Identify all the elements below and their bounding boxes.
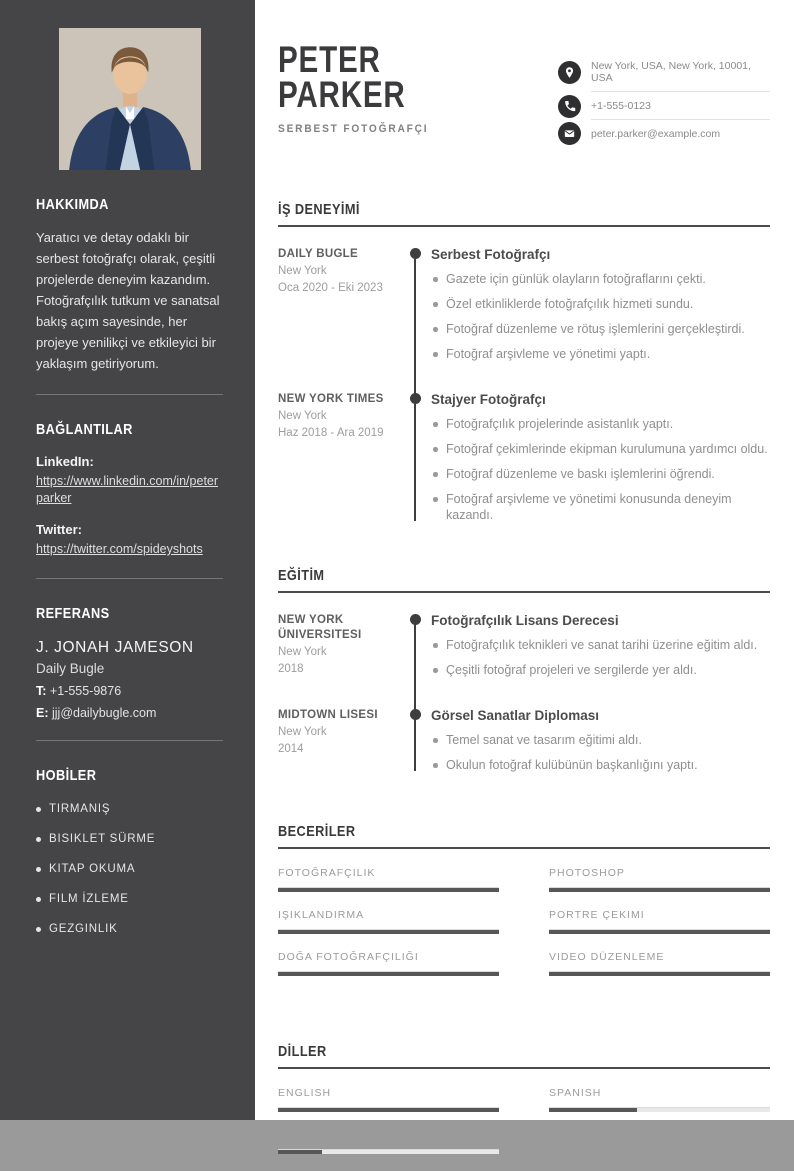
skill-bar-fill [549, 972, 770, 976]
school-location: New York [278, 726, 327, 738]
skill-bar-track [278, 929, 499, 934]
reference-phone [36, 684, 223, 698]
languages-section [278, 1043, 770, 1171]
hobby-item: BISIKLET SÜRME [36, 833, 223, 845]
skill-item [278, 909, 499, 934]
company-name: NEW YORK TIMES [278, 393, 384, 405]
job-title: SERBEST FOTOĞRAFÇI [278, 123, 429, 135]
bullet-item: Fotoğraf arşivleme ve yönetimi konusunda deneyim kazandı. [431, 491, 770, 523]
skill-bar-fill [278, 972, 499, 976]
skill-item [549, 951, 770, 976]
experience-entry [278, 372, 770, 533]
contact-location-text: New York, USA, New York, 10001, USA [591, 52, 770, 92]
bullet-item: Fotoğraf çekimlerinde ekipman kurulumuna yardımcı oldu. [431, 441, 770, 457]
bullet-item: Gazete için günlük olayların fotoğraflarını çekti. [431, 271, 770, 287]
skill-label: FOTOĞRAFÇILIK [278, 867, 376, 879]
language-label: ENGLISH [278, 1087, 332, 1099]
education-heading: EĞİTİM [278, 567, 325, 584]
contact-row-location [558, 52, 770, 92]
entry-meta [278, 613, 415, 678]
email-prefix: E: [36, 706, 49, 720]
experience-entry [278, 227, 770, 372]
profile-photo [59, 28, 201, 170]
hobbies-section [36, 767, 223, 935]
hobby-item: KITAP OKUMA [36, 863, 223, 875]
linkedin-url-link[interactable]: https://www.linkedin.com/in/peterparker [36, 474, 219, 505]
entry-detail [415, 247, 770, 362]
entry-detail [415, 708, 770, 773]
company-name: DAILY BUGLE [278, 248, 358, 260]
bullet-item: Özel etkinliklerde fotoğrafçılık hizmeti sundu. [431, 296, 770, 312]
sidebar [0, 0, 255, 1120]
graduation-year: 2014 [278, 743, 304, 755]
link-item-linkedin [36, 454, 223, 507]
about-section [36, 196, 223, 374]
skill-bar-fill [549, 888, 770, 892]
about-text: Yaratıcı ve detay odaklı bir serbest fotoğrafçı olarak, çeşitli projelerde deneyim kazandım. Fotoğrafçılık tutkum ve sanatsal bakış açım sayesinde, her projeye yenilikçi ve etkileyici bir yaklaşım getiriyorum. [36, 230, 220, 371]
hobby-item: FILM İZLEME [36, 893, 223, 905]
skill-bar-track [549, 929, 770, 934]
graduation-year: 2018 [278, 663, 304, 675]
bullet-item: Temel sanat ve tasarım eğitimi aldı. [431, 732, 770, 748]
phone-value: +1-555-9876 [49, 684, 122, 698]
section-rule [278, 1067, 770, 1069]
role-title: Stajyer Fotoğrafçı [431, 392, 546, 407]
entry-meta [278, 708, 415, 773]
bullet-item: Çeşitli fotoğraf projeleri ve sergilerde yer aldı. [431, 662, 770, 678]
phone-icon [558, 95, 581, 118]
header [278, 39, 770, 147]
link-item-twitter [36, 522, 223, 558]
degree-bullets [431, 732, 770, 773]
bullet-item: Okulun fotoğraf kulübünün başkanlığını yaptı. [431, 757, 770, 773]
links-heading: BAĞLANTILAR [36, 421, 133, 438]
experience-timeline [278, 227, 770, 533]
language-bar-track [278, 1107, 499, 1112]
language-item [549, 1087, 770, 1112]
education-timeline [278, 593, 770, 783]
person-portrait-illustration [59, 28, 201, 170]
skill-bar-track [278, 971, 499, 976]
language-bar-track [278, 1149, 499, 1154]
contact-email-text: peter.parker@example.com [591, 128, 721, 140]
last-name: PARKER [278, 74, 406, 115]
skill-label: DOĞA FOTOĞRAFÇILIĞI [278, 951, 419, 963]
linkedin-label: LinkedIn: [36, 454, 94, 469]
contact-phone-text: +1-555-0123 [591, 92, 770, 120]
reference-name: J. JONAH JAMESON [36, 639, 194, 656]
contact-block [558, 52, 770, 147]
sidebar-divider [36, 578, 223, 579]
school-name: MIDTOWN LISESI [278, 709, 378, 721]
bullet-item: Fotoğraf arşivleme ve yönetimi yaptı. [431, 346, 770, 362]
language-label: SPANISH [549, 1087, 602, 1099]
degree-title: Görsel Sanatlar Diploması [431, 708, 600, 723]
sidebar-divider [36, 394, 223, 395]
bullet-item: Fotoğraf düzenleme ve rötuş işlemlerini gerçekleştirdi. [431, 321, 770, 337]
skill-label: IŞIKLANDIRMA [278, 909, 365, 921]
skill-bar-fill [278, 930, 499, 934]
experience-section [278, 201, 770, 533]
reference-company: Daily Bugle [36, 661, 105, 676]
skill-bar-fill [549, 930, 770, 934]
contact-row-email [558, 120, 770, 147]
degree-title: Fotoğrafçılık Lisans Derecesi [431, 613, 619, 628]
entry-detail [415, 392, 770, 523]
language-item [278, 1129, 499, 1154]
language-bar-fill [549, 1108, 637, 1112]
skill-item [278, 951, 499, 976]
twitter-label: Twitter: [36, 522, 82, 537]
about-heading: HAKKIMDA [36, 196, 109, 213]
role-bullets [431, 271, 770, 362]
contact-row-phone [558, 92, 770, 120]
education-entry [278, 688, 770, 783]
language-bar-fill [278, 1150, 322, 1154]
skill-label: VIDEO DÜZENLEME [549, 951, 665, 963]
email-icon [558, 122, 581, 145]
school-location: New York [278, 646, 327, 658]
skill-item [278, 867, 499, 892]
skill-label: PORTRE ÇEKIMI [549, 909, 645, 921]
skill-item [549, 867, 770, 892]
hobby-list [36, 803, 223, 935]
skill-label: PHOTOSHOP [549, 867, 625, 879]
bullet-item: Fotoğrafçılık teknikleri ve sanat tarihi üzerine eğitim aldı. [431, 637, 770, 653]
date-range: Haz 2018 - Ara 2019 [278, 427, 384, 439]
twitter-url-link[interactable]: https://twitter.com/spideyshots [36, 542, 203, 556]
school-name: NEW YORK ÜNIVERSITESI [278, 614, 362, 641]
bullet-item: Fotoğrafçılık projelerinde asistanlık yaptı. [431, 416, 770, 432]
skill-bar-fill [278, 888, 499, 892]
hobbies-heading: HOBİLER [36, 767, 97, 784]
language-bar-track [549, 1107, 770, 1112]
entry-meta [278, 247, 415, 362]
main-content [255, 0, 794, 1141]
education-section [278, 567, 770, 783]
role-title: Serbest Fotoğrafçı [431, 247, 551, 262]
skill-item [549, 909, 770, 934]
hobby-item: TIRMANIŞ [36, 803, 223, 815]
company-location: New York [278, 410, 327, 422]
reference-heading: REFERANS [36, 605, 110, 622]
bullet-item: Fotoğraf düzenleme ve baskı işlemlerini öğrendi. [431, 466, 770, 482]
entry-meta [278, 392, 415, 523]
date-range: Oca 2020 - Eki 2023 [278, 282, 383, 294]
name-block [278, 39, 442, 135]
skills-heading: BECERİLER [278, 823, 356, 840]
phone-prefix: T: [36, 684, 47, 698]
company-location: New York [278, 265, 327, 277]
reference-section [36, 605, 223, 720]
links-section [36, 421, 223, 558]
section-rule [278, 847, 770, 849]
languages-grid [278, 1087, 770, 1171]
experience-heading: İŞ DENEYİMİ [278, 201, 360, 218]
role-bullets [431, 416, 770, 523]
languages-heading: DİLLER [278, 1043, 327, 1060]
skill-bar-track [278, 887, 499, 892]
education-entry [278, 593, 770, 688]
sidebar-divider [36, 740, 223, 741]
entry-detail [415, 613, 770, 678]
skill-bar-track [549, 887, 770, 892]
skills-grid [278, 867, 770, 993]
language-label: FRENCH [278, 1129, 328, 1141]
language-item [278, 1087, 499, 1112]
location-icon [558, 61, 581, 84]
first-name: PETER [278, 39, 381, 80]
degree-bullets [431, 637, 770, 678]
language-bar-fill [278, 1108, 499, 1112]
hobby-item: GEZGINLIK [36, 923, 223, 935]
skills-section [278, 823, 770, 993]
reference-email [36, 706, 223, 720]
skill-bar-track [549, 971, 770, 976]
email-value: jjj@dailybugle.com [51, 706, 157, 720]
